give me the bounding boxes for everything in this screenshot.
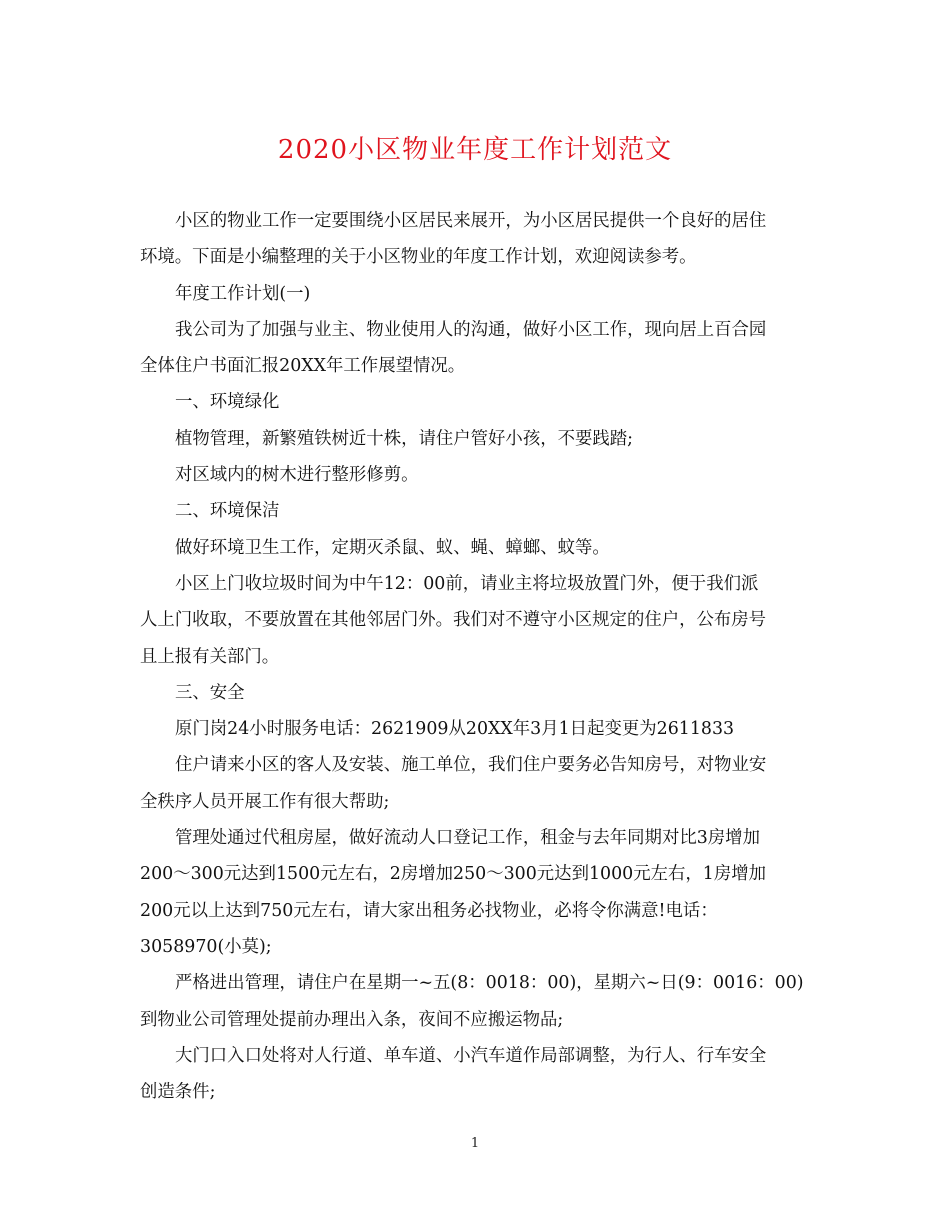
paragraph bbox=[140, 711, 810, 747]
paragraph bbox=[140, 384, 810, 420]
paragraph-line: 3058970(小莫); bbox=[140, 936, 272, 957]
paragraph-line: 一、环境绿化 bbox=[175, 392, 280, 413]
paragraph-line: 做好环境卫生工作，定期灭杀鼠、蚁、蝇、蟑螂、蚊等。 bbox=[175, 537, 610, 558]
document-title: 2020小区物业年度工作计划范文 bbox=[277, 135, 673, 165]
paragraph-line: 全体住户书面汇报20XX年工作展望情况。 bbox=[140, 356, 466, 377]
paragraph bbox=[140, 820, 810, 965]
paragraph-line: 年度工作计划(一) bbox=[175, 283, 311, 304]
paragraph-line: 严格进出管理，请住户在星期一~五(8：0018：00)，星期六~日(9：0016：00) bbox=[175, 973, 804, 994]
paragraph bbox=[140, 457, 810, 493]
paragraph-line: 200～300元达到1500元左右，2房增加250～300元达到1000元左右，1房增加 bbox=[140, 864, 767, 885]
paragraph-line: 管理处通过代租房屋，做好流动人口登记工作，租金与去年同期对比3房增加 bbox=[175, 828, 760, 849]
paragraph-line: 我公司为了加强与业主、物业使用人的沟通，做好小区工作，现向居上百合园 bbox=[175, 319, 767, 340]
paragraph bbox=[140, 747, 810, 820]
paragraph bbox=[140, 566, 810, 675]
paragraph-line: 原门岗24小时服务电话：2621909从20XX年3月1日起变更为2611833 bbox=[175, 719, 735, 740]
paragraph-line: 环境。下面是小编整理的关于小区物业的年度工作计划，欢迎阅读参考。 bbox=[140, 247, 697, 268]
paragraph-line: 200元以上达到750元左右，请大家出租务必找物业，必将令你满意!电话： bbox=[140, 900, 718, 921]
document-body bbox=[140, 203, 810, 1110]
paragraph-line: 人上门收取，不要放置在其他邻居门外。我们对不遵守小区规定的住户，公布房号 bbox=[140, 610, 767, 631]
paragraph-line: 植物管理，新繁殖铁树近十株，请住户管好小孩，不要践踏; bbox=[175, 428, 634, 449]
paragraph bbox=[140, 493, 810, 529]
paragraph bbox=[140, 675, 810, 711]
paragraph-line: 对区域内的树木进行整形修剪。 bbox=[175, 465, 419, 486]
paragraph-line: 三、安全 bbox=[175, 682, 245, 703]
paragraph-line: 创造条件; bbox=[140, 1082, 216, 1103]
paragraph bbox=[140, 530, 810, 566]
page-number: 1 bbox=[470, 1136, 480, 1151]
paragraph-line: 全秩序人员开展工作有很大帮助; bbox=[140, 791, 390, 812]
paragraph bbox=[140, 276, 810, 312]
paragraph-line: 小区上门收垃圾时间为中午12：00前，请业主将垃圾放置门外，便于我们派 bbox=[175, 573, 759, 594]
paragraph bbox=[140, 312, 810, 385]
paragraph-line: 且上报有关部门。 bbox=[140, 646, 280, 667]
paragraph-line: 到物业公司管理处提前办理出入条，夜间不应搬运物品; bbox=[140, 1009, 564, 1030]
paragraph-line: 大门口入口处将对人行道、单车道、小汽车道作局部调整，为行人、行车安全 bbox=[175, 1045, 767, 1066]
paragraph bbox=[140, 203, 810, 276]
paragraph bbox=[140, 965, 810, 1038]
paragraph-line: 小区的物业工作一定要围绕小区居民来展开，为小区居民提供一个良好的居住 bbox=[175, 211, 767, 231]
paragraph bbox=[140, 1038, 810, 1111]
paragraph bbox=[140, 421, 810, 457]
paragraph-line: 住户请来小区的客人及安装、施工单位，我们住户要务必告知房号，对物业安 bbox=[175, 755, 767, 776]
paragraph-line: 二、环境保洁 bbox=[175, 501, 280, 522]
